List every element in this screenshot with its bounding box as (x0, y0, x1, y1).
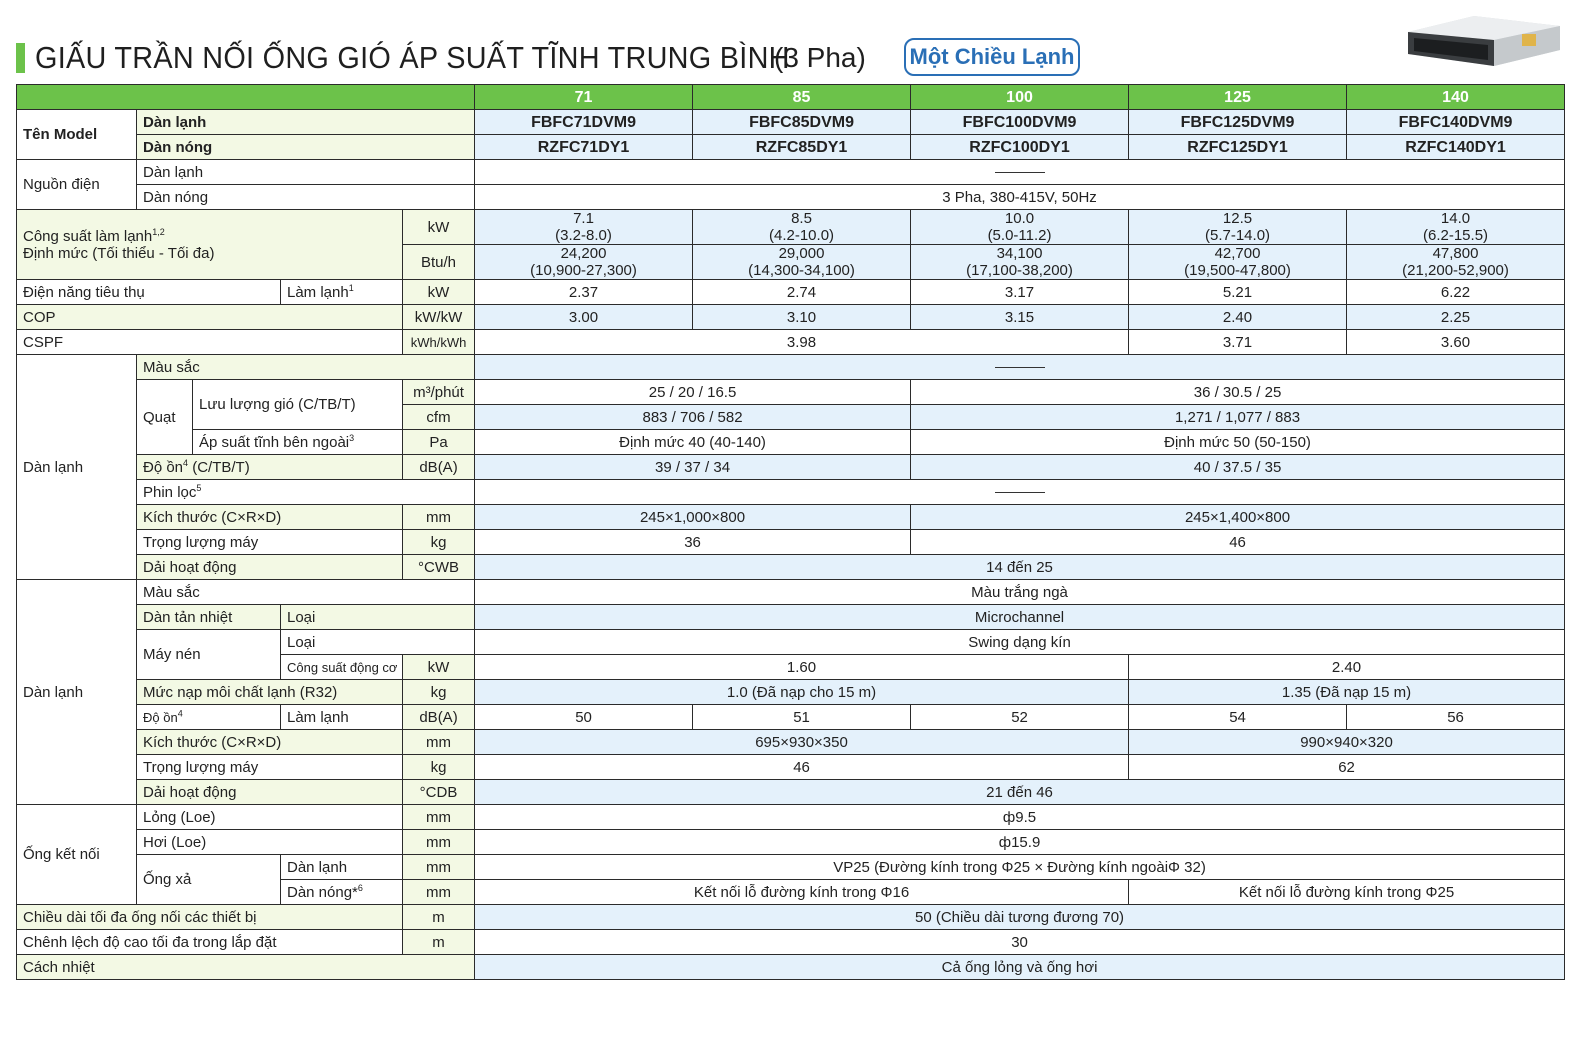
cspf-row (17, 330, 1565, 355)
indoor-noise-suffix: (C/TB/T) (192, 458, 250, 476)
esp-value: Định mức 40 (40-140) (475, 430, 911, 455)
outdoor-comp-row (17, 630, 1565, 655)
capacity-btu-range: (19,500-47,800) (1184, 262, 1291, 279)
gas-unit: mm (403, 830, 475, 855)
outdoor-weight-label: Trọng lượng máy (137, 755, 403, 780)
indoor-weight-value: 46 (911, 530, 1565, 555)
pipe-gas-row (17, 830, 1565, 855)
drain-indoor-unit: mm (403, 855, 475, 880)
motor-value: 2.40 (1129, 655, 1565, 680)
capacity-btu-rated: 47,800 (1432, 245, 1479, 262)
liquid-label: Lỏng (Loe) (137, 805, 403, 830)
power-indoor-label: Dàn lạnh (137, 160, 475, 185)
page-header (16, 38, 847, 78)
outdoor-range-row (17, 780, 1565, 805)
outdoor-noise-label (137, 705, 281, 730)
page-title: GIẤU TRẦN NỐI ỐNG GIÓ ÁP SUẤT TĨNH TRUNG BÌNH (35, 40, 790, 75)
model-outdoor-label: Dàn nóng (137, 135, 475, 160)
indoor-dim-row (17, 505, 1565, 530)
outdoor-color-value: Màu trắng ngà (475, 580, 1565, 605)
outdoor-section-label: Dàn lạnh (17, 580, 137, 805)
cop-label: COP (17, 305, 403, 330)
indoor-model: FBFC100DVM9 (911, 110, 1129, 135)
outdoor-dim-row (17, 730, 1565, 755)
fan-label: Quạt (137, 380, 193, 455)
outdoor-range-unit: °CDB (403, 780, 475, 805)
outdoor-model: RZFC71DY1 (475, 135, 693, 160)
comp-type-label: Loại (281, 630, 475, 655)
indoor-noise-row (17, 455, 1565, 480)
outdoor-weight-row (17, 755, 1565, 780)
capacity-125: 125 (1129, 85, 1347, 110)
outdoor-range-label: Dải hoạt động (137, 780, 403, 805)
outdoor-dim-value: 695×930×350 (475, 730, 1129, 755)
gas-value: ф15.9 (475, 830, 1565, 855)
airflow-m3-value: 36 / 30.5 / 25 (911, 380, 1565, 405)
indoor-model: FBFC140DVM9 (1347, 110, 1565, 135)
indoor-range-unit: °CWB (403, 555, 475, 580)
outdoor-color-row (17, 580, 1565, 605)
dash-mark (995, 492, 1045, 493)
drain-label: Ống xả (137, 855, 281, 905)
esp-label (193, 430, 403, 455)
header-blank (17, 85, 475, 110)
outdoor-noise-value: 50 (475, 705, 693, 730)
refrigerant-value: 1.35 (Đã nạp 15 m) (1129, 680, 1565, 705)
drain-outdoor-unit: mm (403, 880, 475, 905)
cspf-value: 3.60 (1347, 330, 1565, 355)
cspf-value: 3.71 (1129, 330, 1347, 355)
comp-value: Swing dạng kín (475, 630, 1565, 655)
outdoor-noise-value: 56 (1347, 705, 1565, 730)
capacity-btu-cell (911, 245, 1129, 280)
indoor-weight-value: 36 (475, 530, 911, 555)
insulation-row (17, 955, 1565, 980)
consumption-note: 1 (348, 282, 354, 293)
capacity-100: 100 (911, 85, 1129, 110)
insulation-value: Cả ống lỏng và ống hơi (475, 955, 1565, 980)
outdoor-noise-value: 52 (911, 705, 1129, 730)
indoor-filter-row (17, 480, 1565, 505)
capacity-71: 71 (475, 85, 693, 110)
esp-value: Định mức 50 (50-150) (911, 430, 1565, 455)
cop-value: 3.10 (693, 305, 911, 330)
capacity-kw-range: (3.2-8.0) (555, 227, 612, 244)
capacity-btu-cell (693, 245, 911, 280)
indoor-noise-value: 40 / 37.5 / 35 (911, 455, 1565, 480)
indoor-dim-label: Kích thước (C×R×D) (137, 505, 403, 530)
motor-unit: kW (403, 655, 475, 680)
drain-outdoor-note: 6 (357, 882, 363, 893)
indoor-color-row (17, 355, 1565, 380)
max-height-value: 30 (475, 930, 1565, 955)
capacity-btu-rated: 42,700 (1214, 245, 1261, 262)
outdoor-weight-value: 46 (475, 755, 1129, 780)
indoor-section-label: Dàn lạnh (17, 355, 137, 580)
capacity-kw-cell (475, 210, 693, 245)
max-height-row (17, 930, 1565, 955)
indoor-noise-label-text: Độ ồn (143, 458, 184, 476)
outdoor-model: RZFC100DY1 (911, 135, 1129, 160)
cop-value: 3.15 (911, 305, 1129, 330)
consumption-value: 5.21 (1129, 280, 1347, 305)
capacity-kw-row (17, 210, 1565, 245)
indoor-color-value (475, 355, 1565, 380)
capacity-label-line2: Định mức (Tối thiểu - Tối đa) (23, 244, 215, 262)
motor-value: 1.60 (475, 655, 1129, 680)
motor-label: Công suất động cơ (281, 655, 403, 680)
airflow-cfm-value: 883 / 706 / 582 (475, 405, 911, 430)
outdoor-weight-unit: kg (403, 755, 475, 780)
dash-mark (995, 367, 1045, 368)
filter-value (475, 480, 1565, 505)
capacity-btu-rated: 24,200 (560, 245, 607, 262)
outdoor-range-value: 21 đến 46 (475, 780, 1565, 805)
drain-indoor-row (17, 855, 1565, 880)
consumption-sub-label: Làm lạnh (287, 283, 349, 301)
power-indoor-row (17, 160, 1565, 185)
max-length-row (17, 905, 1565, 930)
power-indoor-value (475, 160, 1565, 185)
piping-label: Ống kết nối (17, 805, 137, 905)
outdoor-dim-value: 990×940×320 (1129, 730, 1565, 755)
indoor-color-label: Màu sắc (137, 355, 475, 380)
liquid-value: ф9.5 (475, 805, 1565, 830)
consumption-value: 6.22 (1347, 280, 1565, 305)
drain-outdoor-value: Kết nối lỗ đường kính trong Φ16 (475, 880, 1129, 905)
esp-label-text: Áp suất tĩnh bên ngoài (199, 433, 350, 451)
capacity-kw-unit: kW (403, 210, 475, 245)
cspf-label: CSPF (17, 330, 403, 355)
model-outdoor-row (17, 135, 1565, 160)
outdoor-color-label: Màu sắc (137, 580, 475, 605)
capacity-kw-rated: 7.1 (573, 210, 594, 227)
capacity-btu-rated: 29,000 (778, 245, 825, 262)
indoor-range-value: 14 đến 25 (475, 555, 1565, 580)
indoor-dim-value: 245×1,000×800 (475, 505, 911, 530)
power-label: Nguồn điện (17, 160, 137, 210)
gas-label: Hơi (Loe) (137, 830, 403, 855)
indoor-noise-note: 4 (183, 457, 189, 468)
esp-note: 3 (349, 432, 355, 443)
cop-value: 2.25 (1347, 305, 1565, 330)
consumption-value: 3.17 (911, 280, 1129, 305)
capacity-btu-range: (14,300-34,100) (748, 262, 855, 279)
capacity-note: 1,2 (152, 226, 165, 237)
capacity-kw-cell (1129, 210, 1347, 245)
outdoor-model: RZFC140DY1 (1347, 135, 1565, 160)
capacity-kw-cell (1347, 210, 1565, 245)
indoor-model: FBFC85DVM9 (693, 110, 911, 135)
capacity-kw-range: (5.7-14.0) (1205, 227, 1271, 244)
indoor-dim-value: 245×1,400×800 (911, 505, 1565, 530)
indoor-noise-label (137, 455, 403, 480)
title-accent-bar (16, 43, 25, 73)
esp-unit: Pa (403, 430, 475, 455)
refrigerant-label: Mức nạp môi chất lạnh (R32) (137, 680, 403, 705)
cooling-only-badge: Một Chiều Lạnh (904, 38, 1080, 76)
airflow-label: Lưu lượng gió (C/TB/T) (193, 380, 403, 430)
capacity-kw-rated: 8.5 (791, 210, 812, 227)
drain-indoor-value: VP25 (Đường kính trong Φ25 × Đường kính ngoàiΦ 32) (475, 855, 1565, 880)
indoor-weight-row (17, 530, 1565, 555)
capacity-kw-cell (693, 210, 911, 245)
spec-table (16, 84, 1565, 980)
cop-value: 2.40 (1129, 305, 1347, 330)
hx-value: Microchannel (475, 605, 1565, 630)
hx-label: Dàn tản nhiệt (137, 605, 281, 630)
max-length-value: 50 (Chiều dài tương đương 70) (475, 905, 1565, 930)
capacity-kw-rated: 10.0 (1004, 210, 1035, 227)
indoor-model: FBFC71DVM9 (475, 110, 693, 135)
max-height-unit: m (403, 930, 475, 955)
model-indoor-row (17, 110, 1565, 135)
capacity-140: 140 (1347, 85, 1565, 110)
power-outdoor-row (17, 185, 1565, 210)
outdoor-model: RZFC85DY1 (693, 135, 911, 160)
capacity-kw-cell (911, 210, 1129, 245)
capacity-label (17, 210, 403, 280)
model-indoor-label: Dàn lạnh (137, 110, 475, 135)
consumption-row (17, 280, 1565, 305)
outdoor-noise-row (17, 705, 1565, 730)
outdoor-noise-unit: dB(A) (403, 705, 475, 730)
indoor-weight-unit: kg (403, 530, 475, 555)
phase-subtitle: (3 Pha) (774, 42, 866, 73)
liquid-unit: mm (403, 805, 475, 830)
capacity-kw-range: (5.0-11.2) (987, 227, 1052, 244)
indoor-esp-row (17, 430, 1565, 455)
dash-mark (995, 172, 1045, 173)
capacity-btu-cell (1129, 245, 1347, 280)
power-outdoor-label: Dàn nóng (137, 185, 475, 210)
outdoor-dim-unit: mm (403, 730, 475, 755)
consumption-sub (281, 280, 403, 305)
capacity-btu-cell (1347, 245, 1565, 280)
consumption-value: 2.74 (693, 280, 911, 305)
consumption-label: Điện năng tiêu thụ (17, 280, 281, 305)
outdoor-weight-value: 62 (1129, 755, 1565, 780)
capacity-btu-range: (17,100-38,200) (966, 262, 1073, 279)
capacity-label-line1: Công suất làm lạnh (23, 227, 153, 245)
capacity-kw-rated: 14.0 (1440, 210, 1471, 227)
cop-unit: kW/kW (403, 305, 475, 330)
comp-label: Máy nén (137, 630, 281, 680)
outdoor-noise-value: 54 (1129, 705, 1347, 730)
drain-outdoor-label (281, 880, 403, 905)
filter-label (137, 480, 475, 505)
airflow-cfm-unit: cfm (403, 405, 475, 430)
capacity-header-row (17, 85, 1565, 110)
refrigerant-unit: kg (403, 680, 475, 705)
drain-indoor-label: Dàn lạnh (281, 855, 403, 880)
outdoor-noise-sub: Làm lạnh (281, 705, 403, 730)
capacity-btu-range: (10,900-27,300) (530, 262, 637, 279)
cspf-unit: kWh/kWh (403, 330, 475, 355)
pipe-liquid-row (17, 805, 1565, 830)
capacity-85: 85 (693, 85, 911, 110)
airflow-m3-value: 25 / 20 / 16.5 (475, 380, 911, 405)
outdoor-dim-label: Kích thước (C×R×D) (137, 730, 403, 755)
cop-row (17, 305, 1565, 330)
outdoor-noise-note: 4 (177, 708, 183, 719)
refrigerant-value: 1.0 (Đã nạp cho 15 m) (475, 680, 1129, 705)
indoor-airflow-m3-row (17, 380, 1565, 405)
capacity-kw-rated: 12.5 (1222, 210, 1253, 227)
indoor-noise-value: 39 / 37 / 34 (475, 455, 911, 480)
airflow-cfm-value: 1,271 / 1,077 / 883 (911, 405, 1565, 430)
indoor-dim-unit: mm (403, 505, 475, 530)
max-height-label: Chênh lệch độ cao tối đa trong lắp đặt (17, 930, 403, 955)
consumption-unit: kW (403, 280, 475, 305)
outdoor-model: RZFC125DY1 (1129, 135, 1347, 160)
filter-label-text: Phin lọc (143, 483, 197, 501)
outdoor-hx-row (17, 605, 1565, 630)
capacity-kw-range: (4.2-10.0) (769, 227, 835, 244)
capacity-btu-cell (475, 245, 693, 280)
cspf-value: 3.98 (475, 330, 1129, 355)
max-length-label: Chiều dài tối đa ống nối các thiết bị (17, 905, 403, 930)
capacity-btu-rated: 34,100 (996, 245, 1043, 262)
outdoor-noise-label-text: Độ ồn (143, 709, 178, 725)
filter-note: 5 (196, 482, 202, 493)
hx-type-label: Loại (281, 605, 475, 630)
indoor-range-label: Dải hoạt động (137, 555, 403, 580)
airflow-m3-unit: m³/phút (403, 380, 475, 405)
power-outdoor-value: 3 Pha, 380-415V, 50Hz (475, 185, 1565, 210)
capacity-btu-range: (21,200-52,900) (1402, 262, 1509, 279)
cop-value: 3.00 (475, 305, 693, 330)
drain-outdoor-value: Kết nối lỗ đường kính trong Φ25 (1129, 880, 1565, 905)
indoor-noise-unit: dB(A) (403, 455, 475, 480)
indoor-model: FBFC125DVM9 (1129, 110, 1347, 135)
outdoor-noise-value: 51 (693, 705, 911, 730)
model-label: Tên Model (17, 110, 137, 160)
drain-outdoor-label-text: Dàn nóng* (287, 883, 358, 901)
indoor-weight-label: Trọng lượng máy (137, 530, 403, 555)
capacity-btu-unit: Btu/h (403, 245, 475, 280)
capacity-kw-range: (6.2-15.5) (1423, 227, 1489, 244)
ducted-unit-icon (1404, 10, 1564, 68)
insulation-label: Cách nhiệt (17, 955, 475, 980)
max-length-unit: m (403, 905, 475, 930)
refrigerant-row (17, 680, 1565, 705)
consumption-value: 2.37 (475, 280, 693, 305)
indoor-range-row (17, 555, 1565, 580)
